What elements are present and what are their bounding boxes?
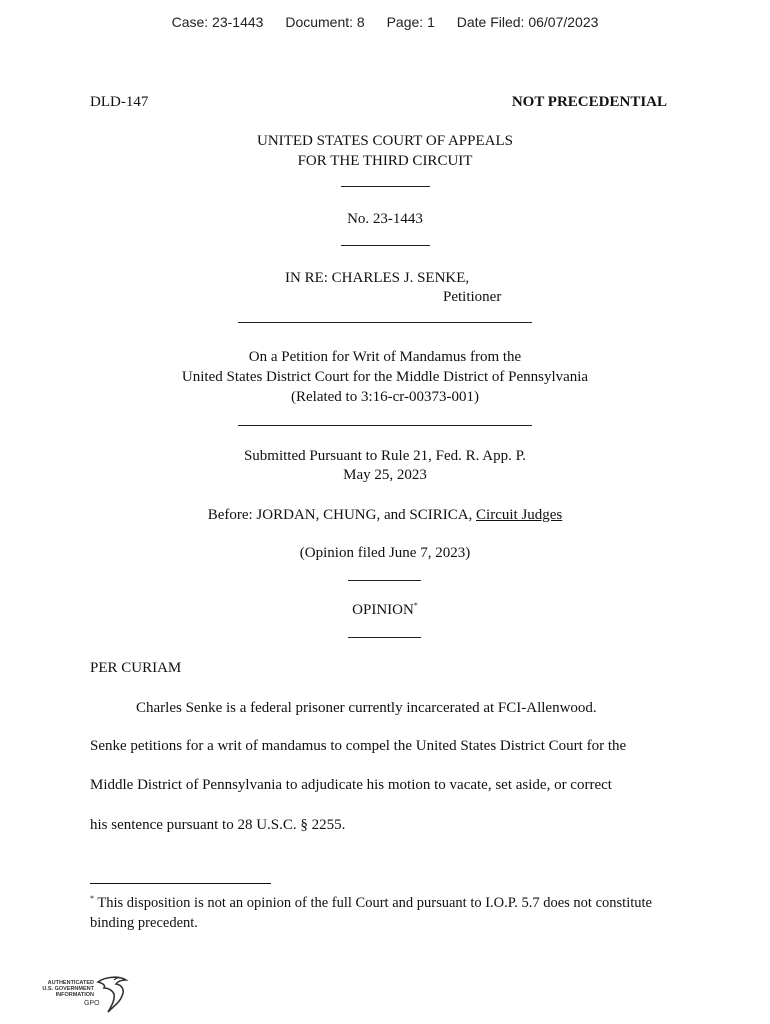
divider [341,186,430,187]
body-line: Middle District of Pennsylvania to adjudicate his motion to vacate, set aside, or correct [90,777,612,793]
divider [238,425,532,426]
precedential-status: NOT PRECEDENTIAL [511,94,667,110]
caption-role: Petitioner [443,289,502,305]
doc-code: DLD-147 [90,94,149,110]
body-line: his sentence pursuant to 28 U.S.C. § 2255. [90,817,346,833]
petition-line1: On a Petition for Writ of Mandamus from the [248,349,522,365]
panel-judges [0,507,770,524]
petition-line2: United States District Court for the Middle District of Pennsylvania [181,369,589,385]
divider [341,245,430,246]
footnote-marker: * [90,894,94,904]
divider [348,637,421,638]
date-filed: Date Filed: 06/07/2023 [456,14,599,30]
gpo-label: GPO [84,1000,100,1007]
per-curiam: PER CURIAM [90,660,182,676]
document-number: Document: 8 [285,14,365,30]
case-number: Case: 23-1443 [171,14,264,30]
page-number: Page: 1 [386,14,435,30]
petition-line3: (Related to 3:16-cr-00373-001) [291,389,479,405]
gpo-seal-text: AUTHENTICATED U.S. GOVERNMENT INFORMATION [42,980,94,998]
opinion-heading: OPINION* [352,601,418,618]
footnote-text: This disposition is not an opinion of the full Court and pursuant to I.O.P. 5.7 does not constitute binding precedent. [90,895,652,931]
body-line: Senke petitions for a writ of mandamus to compel the United States District Court for the [90,738,627,754]
divider [348,580,421,581]
panel-title: Circuit Judges [476,507,563,523]
opinion-filed: (Opinion filed June 7, 2023) [299,545,471,561]
docket-number: No. 23-1443 [347,211,423,227]
footnote-separator [90,883,271,884]
eagle-icon [92,974,132,1018]
divider [238,322,532,323]
caption-in-re: IN RE: CHARLES J. SENKE, [285,270,470,286]
case-header-stamp [0,14,770,30]
court-name-line2: FOR THE THIRD CIRCUIT [297,153,473,169]
submitted-date: May 25, 2023 [343,467,427,483]
submitted-line1: Submitted Pursuant to Rule 21, Fed. R. App. P. [243,448,527,464]
footnote-ref: * [413,601,418,610]
gpo-authentication-seal [40,974,132,1018]
body-line: Charles Senke is a federal prisoner currently incarcerated at FCI-Allenwood. [136,700,597,716]
panel-prefix: Before: JORDAN, CHUNG, and SCIRICA, [207,507,477,523]
footnote [90,893,690,933]
court-name-line1: UNITED STATES COURT OF APPEALS [257,133,513,149]
